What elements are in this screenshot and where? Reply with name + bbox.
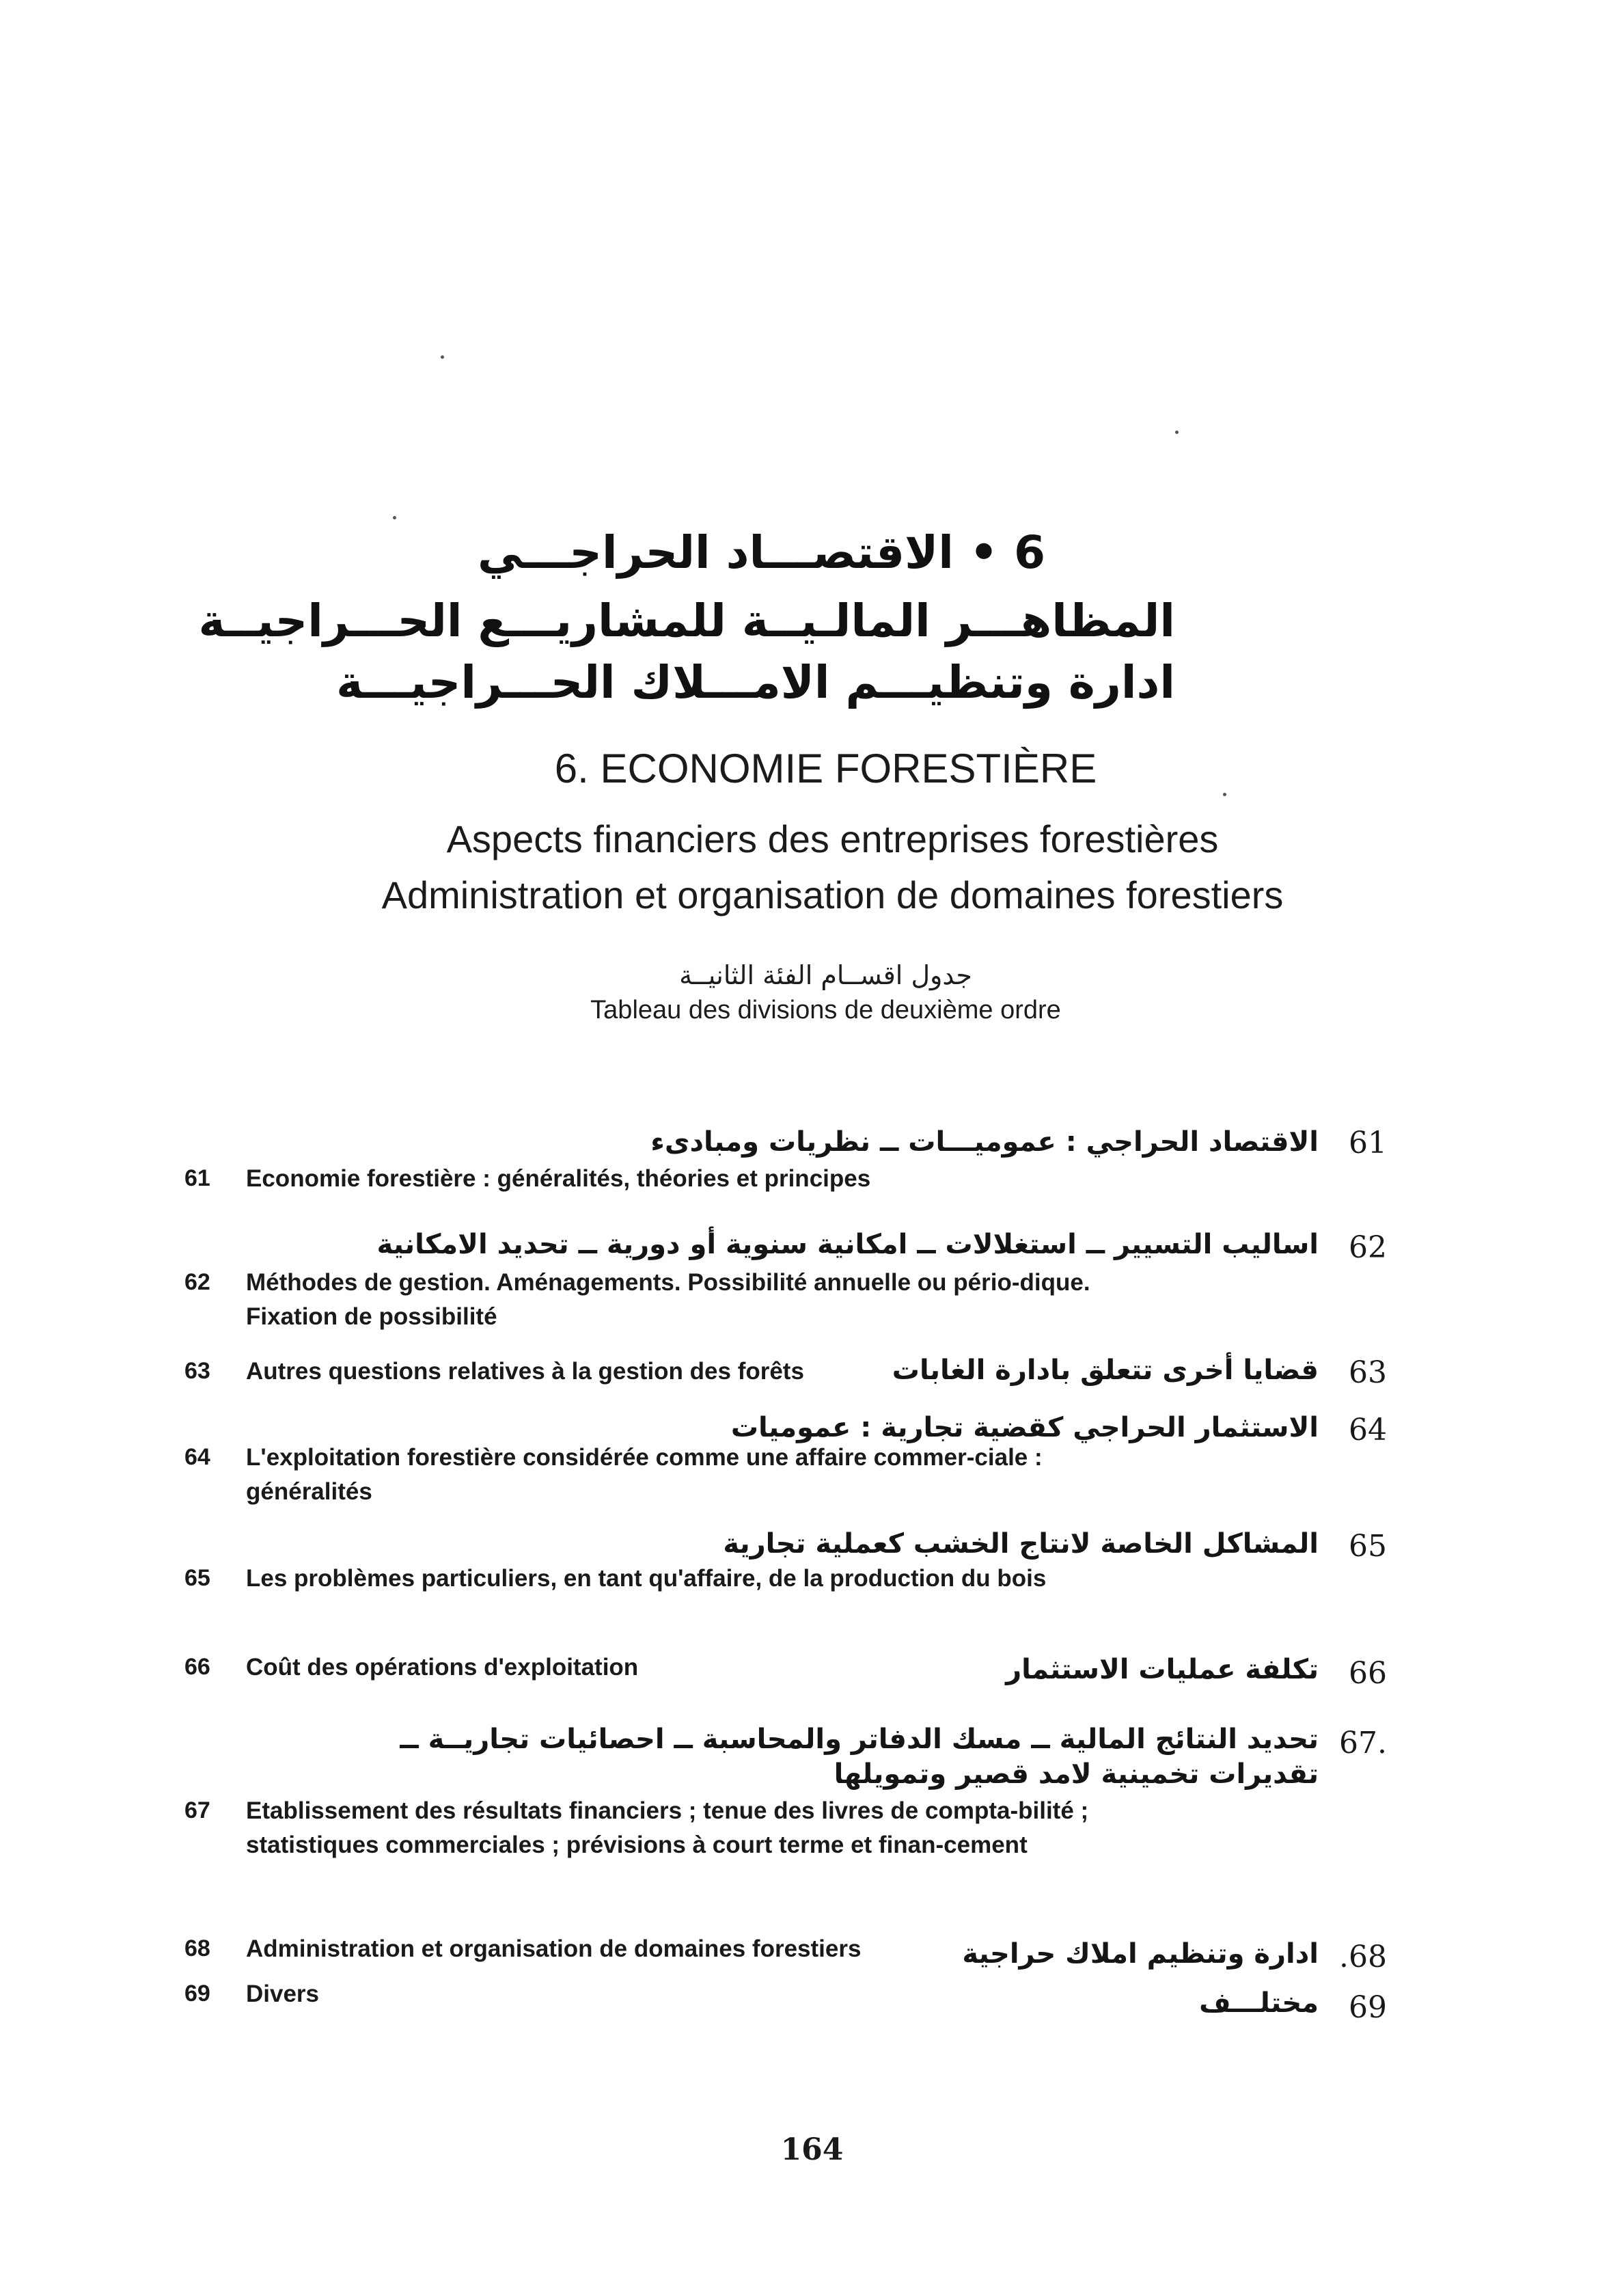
french-entry-text: Divers — [246, 1981, 320, 2007]
arabic-entry-number: 63 — [1349, 1355, 1387, 1390]
french-entry-number: 66 — [184, 1654, 210, 1680]
french-subtitle-2: Administration et organisation de domaines forestiers — [381, 873, 1284, 916]
arabic-entry-text-continued: تقديرات تخمينية لامد قصير وتمويلها — [834, 1758, 1319, 1790]
arabic-entry-text: المشاكل الخاصة لانتاج الخشب كعملية تجارية — [723, 1528, 1319, 1560]
arabic-entry-text: مختلـــف — [1199, 1987, 1319, 2019]
arabic-entry-number: 69 — [1349, 1990, 1387, 2025]
arabic-entry-text: قضايا أخرى تتعلق بادارة الغابات — [892, 1355, 1319, 1386]
french-entry-text: Administration et organisation de domaines forestiers — [246, 1935, 862, 1962]
french-entry-text: Economie forestière : généralités, théories et principes — [246, 1165, 871, 1192]
french-entry-number: 63 — [184, 1358, 210, 1384]
french-entry-text: Coût des opérations d'exploitation — [246, 1654, 639, 1681]
french-chapter-title: 6. ECONOMIE FORESTIÈRE — [554, 746, 1097, 791]
arabic-subtitle-2: ادارة وتنظيـــم الامـــلاك الحـــراجيـــة — [336, 656, 1175, 709]
scan-speck — [441, 355, 444, 359]
arabic-subtitle-1: المظاهـــر المالـيــة للمشاريـــع الحـــراجيــة — [198, 595, 1175, 647]
scan-speck — [1175, 431, 1179, 434]
scan-speck — [393, 516, 396, 519]
page-number: 164 — [780, 2132, 844, 2167]
arabic-entry-number: 66 — [1349, 1656, 1387, 1691]
arabic-entry-number: 61 — [1349, 1126, 1387, 1160]
french-entry-number: 61 — [184, 1165, 210, 1191]
french-entry-text: Etablissement des résultats financiers ; tenue des livres de compta-bilité ; statistiques commerciales ; prévisions à court terme et finan-cement — [246, 1797, 1089, 1858]
arabic-entry-number: 65 — [1349, 1529, 1387, 1564]
french-subtitle-1: Aspects financiers des entreprises forestières — [446, 817, 1219, 860]
french-entry-number: 62 — [184, 1269, 210, 1295]
arabic-chapter-title: 6 • الاقتصـــاد الحراجـــي — [477, 526, 1045, 579]
french-entry-number: 67 — [184, 1797, 210, 1823]
french-entry-text: L'exploitation forestière considérée comme une affaire commer-ciale : généralités — [246, 1444, 1043, 1505]
french-entry-number: 68 — [184, 1935, 210, 1961]
arabic-entry-number: 62 — [1349, 1230, 1387, 1265]
arabic-entry-text: تحديد النتائج المالية ــ مسك الدفاتر والمحاسبة ــ احصائيات تجاريــة ــ — [400, 1724, 1319, 1755]
arabic-entry-number: 67. — [1339, 1726, 1387, 1760]
french-entry-number: 65 — [184, 1565, 210, 1591]
french-entry-text: Les problèmes particuliers, en tant qu'affaire, de la production du bois — [246, 1565, 1047, 1592]
french-entry-text: Méthodes de gestion. Aménagements. Possibilité annuelle ou pério-dique. Fixation de possibilité — [246, 1269, 1090, 1330]
arabic-entry-text: الاستثمار الحراجي كقضية تجارية : عموميات — [730, 1412, 1319, 1443]
arabic-entry-number: .68 — [1339, 1940, 1387, 1974]
arabic-entry-text: اساليب التسيير ــ استغلالات ــ امكانية سنوية أو دورية ــ تحديد الامكانية — [376, 1229, 1319, 1260]
arabic-entry-text: تكلفة عمليات الاستثمار — [1006, 1654, 1319, 1685]
french-entry-text: Autres questions relatives à la gestion des forêts — [246, 1358, 804, 1385]
french-table-caption: Tableau des divisions de deuxième ordre — [590, 996, 1061, 1024]
arabic-entry-text: ادارة وتنظيم املاك حراجية — [962, 1938, 1319, 1970]
scan-speck — [1223, 793, 1226, 796]
arabic-entry-text: الاقتصاد الحراجي : عموميـــات ــ نظريات ومبادىء — [650, 1126, 1319, 1158]
french-entry-number: 69 — [184, 1981, 210, 2007]
french-entry-number: 64 — [184, 1444, 210, 1470]
arabic-entry-number: 64 — [1349, 1413, 1387, 1447]
arabic-table-caption: جدول اقســام الفئة الثانيــة — [679, 960, 972, 990]
